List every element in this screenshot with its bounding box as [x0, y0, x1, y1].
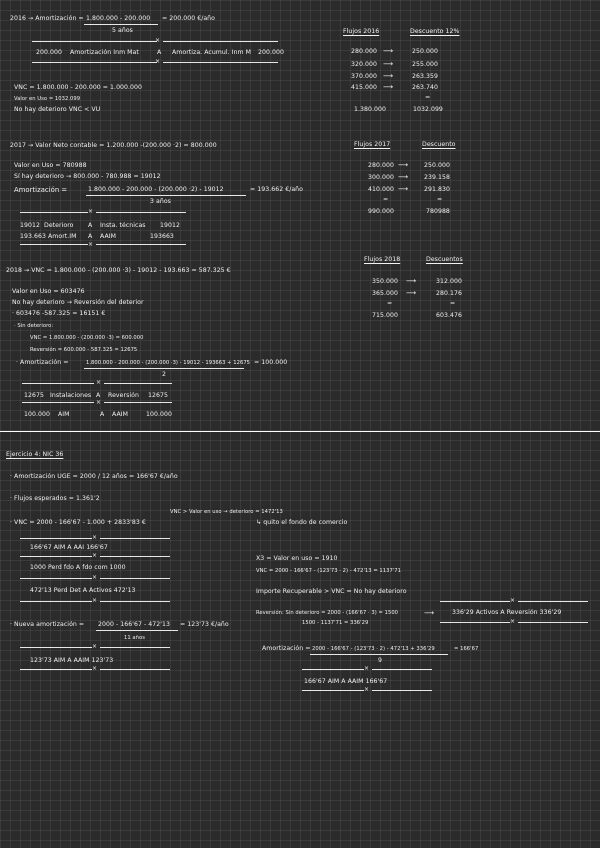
- t-account-line: [20, 601, 92, 602]
- flujos-esperados: · Flujos esperados = 1.361'2: [10, 495, 100, 502]
- entry-2018-2-credit: AAIM: [112, 411, 129, 418]
- desc-2018-2: 280.176: [436, 290, 462, 297]
- desc-2016-4: 263.740: [412, 84, 438, 91]
- desc-2016-1: 250.000: [412, 48, 438, 55]
- total-desc-2017: 780988: [426, 208, 450, 215]
- amort-2018-denominator: 2: [162, 371, 166, 378]
- valor-uso-2018: Valor en Uso = 603476: [12, 288, 85, 295]
- flujo-2016-2: 320.000: [351, 61, 377, 68]
- cross-mark: ×: [155, 58, 161, 65]
- t-account-line: [372, 669, 432, 670]
- arrow-icon: ⟶: [383, 83, 394, 91]
- cross-mark: ×: [88, 241, 94, 248]
- fraction-bar: [84, 368, 244, 369]
- equals-sign: =: [387, 300, 393, 307]
- flujo-2018-1: 350.000: [372, 278, 398, 285]
- cross-mark: ×: [155, 37, 161, 44]
- amort-2018-numerator: 1.800.000 - 200.000 - (200.000 ·3) - 19012 - 193663 + 12675: [86, 360, 251, 366]
- deterioro-note: VNC > Valor en uso → deterioro = 1472'13: [170, 509, 283, 515]
- t-account-line: [372, 690, 432, 691]
- total-flujos-2017: 990.000: [368, 208, 394, 215]
- t-account-line: [22, 402, 94, 403]
- desc-2016-2: 255.000: [412, 61, 438, 68]
- equals-sign: =: [425, 94, 431, 101]
- descuento-2017-header: Descuento: [422, 141, 456, 148]
- total-desc-2016: 1032.099: [413, 106, 443, 113]
- cross-mark: ×: [364, 686, 370, 693]
- entry-2018-1-amount: 12675: [24, 392, 44, 399]
- amort-2018-result: = 100.000: [254, 359, 288, 366]
- flujo-2016-1: 280.000: [351, 48, 377, 55]
- entry-2016-credit-account: Amortiza. Acumul. Inm M: [172, 49, 251, 56]
- t-account-line: [32, 62, 157, 63]
- t-account-line: [100, 556, 170, 557]
- amort-2018-label: · Amortización =: [16, 359, 69, 366]
- vnc-2018: 2018 → VNC = 1.800.000 - (200.000 ·3) - 19012 - 193.663 = 587.325 €: [6, 267, 231, 274]
- cross-mark: ×: [364, 665, 370, 672]
- t-account-line: [20, 647, 92, 648]
- entry-reversion: 336'29 Activos A Reversión 336'29: [452, 609, 562, 616]
- amort-x3-result: = 166'67: [454, 646, 479, 652]
- arrow-icon: ⟶: [383, 47, 394, 55]
- cross-mark: ×: [92, 534, 98, 541]
- amort-x3-label: Amortización =: [262, 645, 311, 652]
- nueva-amort-numerator: 2000 - 166'67 - 472'13: [98, 621, 170, 628]
- entry-ej4-3: 472'13 Perd Det A Activos 472'13: [30, 587, 136, 594]
- entry-2017-1-debit: Deterioro: [44, 222, 74, 229]
- t-account-line: [20, 244, 88, 245]
- desc-2018-1: 312.000: [436, 278, 462, 285]
- cross-mark: ×: [88, 208, 94, 215]
- entry-2018-1-a: A: [96, 392, 101, 399]
- amort-2017-denominator: 3 años: [150, 198, 171, 205]
- section-divider: [0, 431, 600, 432]
- fraction-bar: [86, 195, 246, 196]
- flujo-2016-4: 415.000: [351, 84, 377, 91]
- cross-mark: ×: [92, 597, 98, 604]
- t-account-line: [20, 578, 92, 579]
- cross-mark: ×: [92, 574, 98, 581]
- arrow-icon: ⟶: [424, 609, 435, 617]
- fraction-bar: [310, 654, 448, 655]
- t-account-line: [100, 578, 170, 579]
- t-account-line: [302, 669, 364, 670]
- total-flujos-2018: 715.000: [372, 312, 398, 319]
- arrow-icon: ⟶: [406, 277, 417, 285]
- entry-2017-1-credit: Insta. técnicas: [100, 222, 146, 229]
- t-account-line: [163, 41, 278, 42]
- t-account-line: [100, 669, 170, 670]
- flujo-2017-1: 280.000: [368, 162, 394, 169]
- t-account-line: [518, 601, 588, 602]
- amort-2017-numerator: 1.800.000 - 200.000 - (200.000 ·2) - 19012: [88, 186, 224, 193]
- flujo-2017-3: 410.000: [368, 186, 394, 193]
- vnc-sin-deterioro: VNC = 1.800.000 - (200.000 ·3) = 600.000: [30, 335, 144, 341]
- entry-2017-2-a: A: [88, 233, 93, 240]
- cross-mark: ×: [510, 618, 516, 625]
- amort-2016-result: = 200.000 €/año: [162, 15, 215, 22]
- sin-deterioro-label: · Sin deterioro:: [14, 323, 54, 329]
- entry-2018-2-debit: AIM: [58, 411, 70, 418]
- t-account-line: [20, 212, 88, 213]
- equals-sign: =: [437, 196, 443, 203]
- t-account-line: [22, 383, 94, 384]
- cross-mark: ×: [96, 399, 102, 406]
- t-account-line: [96, 244, 186, 245]
- descuento-2016-header: Descuento 12%: [410, 28, 460, 35]
- reversion-sin-deterioro: Reversión: Sin deterioro = 2000 - (166'67 · 3) = 1500: [256, 610, 399, 616]
- nueva-amort-denominator: 11 años: [124, 635, 145, 641]
- t-account-line: [20, 538, 92, 539]
- entry-2017-2-credit: AAIM: [100, 233, 117, 240]
- entry-ej4-5: 166'67 AIM A AAIM 166'67: [304, 678, 388, 685]
- flujo-2016-3: 370.000: [351, 73, 377, 80]
- vnc-2016: VNC = 1.800.000 - 200.000 = 1.000.000: [14, 84, 143, 91]
- t-account-line: [32, 41, 157, 42]
- flujos-2017-header: Flujos 2017: [354, 141, 391, 148]
- entry-ej4-4: 123'73 AIM A AAIM 123'73: [30, 657, 114, 664]
- fraction-bar: [96, 630, 178, 631]
- entry-2018-1-debit: Instalaciones: [50, 392, 92, 399]
- quito-fondo-comercio: ↳ quito el fondo de comercio: [256, 519, 348, 526]
- desc-2017-2: 239.158: [424, 174, 450, 181]
- entry-2017-2-amount: 193.663: [20, 233, 46, 240]
- vnc-2017: 2017 → Valor Neto contable = 1.200.000 -(200.000 ·2) = 800.000: [10, 142, 217, 149]
- reversion-calc: 1500 - 1137'71 = 336'29: [302, 620, 369, 626]
- entry-2017-1-amount: 19012: [20, 222, 40, 229]
- flujo-2018-2: 365.000: [372, 290, 398, 297]
- equals-sign: =: [383, 196, 389, 203]
- t-account-line: [100, 538, 170, 539]
- t-account-line: [104, 383, 172, 384]
- amort-2016-numerator: 1.800.000 - 200.000: [86, 15, 151, 22]
- entry-2016-debit-account: Amortización Inm Mat: [70, 49, 139, 56]
- flujo-2017-2: 300.000: [368, 174, 394, 181]
- amort-2017-label: Amortización =: [14, 186, 68, 194]
- entry-2017-2-credit-amount: 193663: [150, 233, 174, 240]
- entry-2018-1-credit-amount: 12675: [148, 392, 168, 399]
- arrow-icon: ⟶: [383, 60, 394, 68]
- arrow-icon: ⟶: [383, 72, 394, 80]
- amort-uge: · Amortización UGE = 2000 / 12 años = 166'67 €/año: [10, 473, 178, 480]
- t-account-line: [20, 556, 92, 557]
- t-account-line: [100, 647, 170, 648]
- t-account-line: [302, 690, 364, 691]
- entry-ej4-2: 1000 Perd fdo A fdo com 1000: [30, 564, 126, 571]
- entry-2017-1-credit-amount: 19012: [160, 222, 180, 229]
- amort-2016-label: 2016 → Amortización =: [10, 15, 84, 22]
- cross-mark: ×: [96, 379, 102, 386]
- entry-2016-credit-amount: 200.000: [258, 49, 284, 56]
- no-deterioro-2016: No hay deterioro VNC < VU: [14, 106, 101, 113]
- entry-2017-2-debit: Amort.IM: [48, 233, 77, 240]
- arrow-icon: ⟶: [398, 161, 409, 169]
- entry-2018-2-a: A: [100, 411, 105, 418]
- amort-x3-numerator: 2000 - 166'67 - (123'73 · 2) - 472'13 + 336'29: [312, 646, 435, 652]
- desc-2017-1: 250.000: [424, 162, 450, 169]
- reversion-2018: Reversión = 600.000 - 587.325 = 12675: [30, 347, 138, 353]
- entry-2016-debit-amount: 200.000: [36, 49, 62, 56]
- t-account-line: [163, 62, 278, 63]
- deterioro-2017: Sí hay deterioro → 800.000 - 780.988 = 19012: [14, 173, 161, 180]
- t-account-line: [518, 622, 588, 623]
- t-account-line: [440, 622, 510, 623]
- valor-uso-2017: Valor en Uso = 780988: [14, 162, 87, 169]
- flujos-2018-header: Flujos 2018: [364, 256, 401, 263]
- entry-2018-2-credit-amount: 100.000: [146, 411, 172, 418]
- t-account-line: [100, 601, 170, 602]
- nueva-amort-result: = 123'73 €/año: [180, 621, 229, 628]
- x3-valor-uso: X3 = Valor en uso = 1910: [256, 555, 338, 562]
- cross-mark: ×: [510, 597, 516, 604]
- vnc-uge: · VNC = 2000 - 166'67 - 1.000 + 2833'83 €: [10, 519, 146, 526]
- cross-mark: ×: [92, 643, 98, 650]
- descuentos-2018-header: Descuentos: [426, 256, 463, 263]
- arrow-icon: ⟶: [398, 185, 409, 193]
- fraction-bar: [84, 24, 158, 25]
- entry-2016-a: A: [157, 49, 162, 56]
- t-account-line: [440, 601, 510, 602]
- flujos-2016-header: Flujos 2016: [343, 28, 380, 35]
- entry-2018-2-amount: 100.000: [24, 411, 50, 418]
- amort-x3-denominator: 9: [378, 657, 382, 664]
- cross-mark: ×: [92, 552, 98, 559]
- t-account-line: [104, 402, 172, 403]
- cross-mark: ×: [92, 665, 98, 672]
- desc-2016-3: 263.359: [412, 73, 438, 80]
- no-deterioro-2018: No hay deterioro → Reversión del deterior: [12, 299, 144, 306]
- valor-uso-2016: Valor en Uso = 1032.099: [14, 96, 81, 102]
- nueva-amort-label: · Nueva amortización =: [10, 621, 85, 628]
- amort-2016-denominator: 5 años: [112, 27, 133, 34]
- vnc-x3: VNC = 2000 - 166'67 - (123'73 · 2) - 472'13 = 1137'71: [256, 568, 402, 574]
- entry-2018-1-credit: Reversión: [108, 392, 139, 399]
- amort-2017-result: = 193.662 €/año: [250, 186, 303, 193]
- t-account-line: [20, 669, 92, 670]
- importe-recuperable: Importe Recuperable > VNC = No hay deterioro: [256, 588, 407, 595]
- entry-2017-1-a: A: [88, 222, 93, 229]
- desc-2017-3: 291.830: [424, 186, 450, 193]
- t-account-line: [96, 212, 186, 213]
- arrow-icon: ⟶: [398, 173, 409, 181]
- entry-ej4-1: 166'67 AIM A AAI 166'67: [30, 544, 108, 551]
- arrow-icon: ⟶: [406, 289, 417, 297]
- diff-2018: · 603476 -587.325 = 16151 €: [12, 310, 106, 317]
- ejercicio-4-title: Ejercicio 4: NIC 36: [6, 451, 64, 458]
- equals-sign: =: [450, 300, 456, 307]
- total-desc-2018: 603.476: [436, 312, 462, 319]
- total-flujos-2016: 1.380.000: [354, 106, 386, 113]
